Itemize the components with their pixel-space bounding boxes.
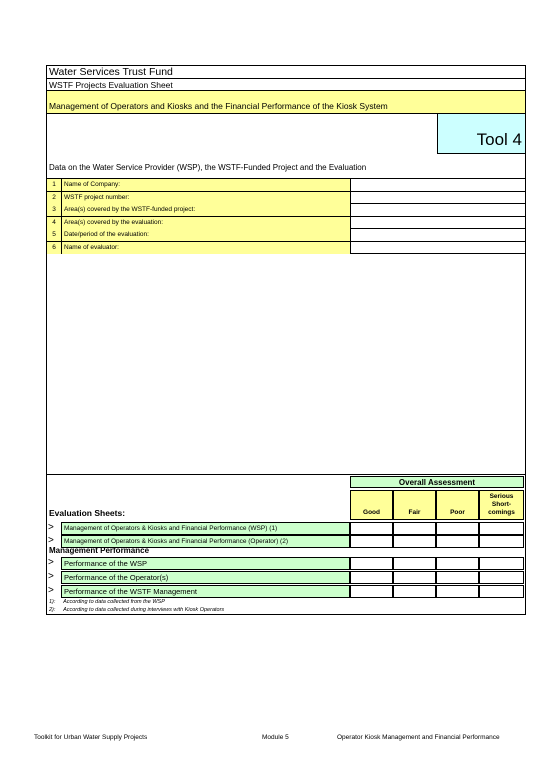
footnote (49, 607, 224, 613)
footer-right: Operator Kiosk Management and Financial Performance (337, 734, 500, 741)
tool-label: Tool 4 (437, 113, 525, 154)
project-number-field[interactable] (352, 192, 525, 204)
row-label: Area(s) covered by the WSTF-funded project: (62, 204, 351, 216)
rating-cell[interactable] (436, 535, 479, 548)
data-row (47, 242, 525, 255)
arrow-icon: > (48, 585, 54, 596)
rating-cell[interactable] (350, 557, 393, 570)
evaluation-sheets-title: Evaluation Sheets: (49, 508, 126, 518)
rating-cell[interactable] (436, 557, 479, 570)
divider (47, 474, 525, 475)
mgmt-label-wstf: Performance of the WSTF Management (61, 585, 350, 598)
row-label: Date/period of the evaluation: (62, 229, 351, 241)
row-number: 6 (47, 242, 62, 254)
data-row (47, 229, 525, 242)
footnote-mark: 2): (49, 607, 56, 613)
rating-cell[interactable] (479, 557, 524, 570)
rating-cell[interactable] (393, 571, 436, 584)
rating-cell[interactable] (436, 585, 479, 598)
mgmt-label-wsp: Performance of the WSP (61, 557, 350, 570)
row-label: Area(s) covered by the evaluation: (62, 217, 351, 229)
rating-cell[interactable] (479, 571, 524, 584)
row-number: 1 (47, 179, 62, 191)
evaluation-sheet (46, 65, 526, 615)
row-number: 4 (47, 217, 62, 229)
rating-cell[interactable] (393, 557, 436, 570)
data-table (47, 178, 525, 254)
evaluation-date-field[interactable] (352, 229, 525, 241)
evaluation-area-field[interactable] (352, 217, 525, 229)
rating-cell[interactable] (350, 585, 393, 598)
arrow-icon: > (48, 522, 54, 533)
sheet-link-wsp[interactable]: Management of Operators & Kiosks and Financial Performance (WSP) (1) (61, 522, 350, 535)
column-serious-shortcomings: Serious Short-comings (479, 490, 524, 520)
column-poor: Poor (436, 490, 479, 520)
rating-cell[interactable] (393, 535, 436, 548)
rating-cell[interactable] (393, 522, 436, 535)
row-label: Name of Company: (62, 179, 351, 191)
sheet-subtitle: WSTF Projects Evaluation Sheet (47, 79, 525, 91)
evaluation-sheet-row (47, 522, 525, 535)
data-heading: Data on the Water Service Provider (WSP), the WSTF-Funded Project and the Evaluation (49, 163, 367, 172)
arrow-icon: > (48, 571, 54, 582)
data-row (47, 204, 525, 217)
row-number: 3 (47, 204, 62, 216)
rating-cell[interactable] (436, 571, 479, 584)
footnote-text: According to data collected from the WSP (63, 599, 165, 605)
footnote (49, 599, 165, 605)
rating-cell[interactable] (350, 535, 393, 548)
rating-cell[interactable] (479, 535, 524, 548)
section-title: Management of Operators and Kiosks and the Financial Performance of the Kiosk System (47, 91, 525, 114)
overall-assessment-heading: Overall Assessment (350, 476, 524, 488)
rating-cell[interactable] (350, 522, 393, 535)
data-row (47, 217, 525, 230)
sheet-title: Water Services Trust Fund (47, 66, 525, 79)
footer-center: Module 5 (262, 734, 289, 741)
rating-cell[interactable] (350, 571, 393, 584)
data-row (47, 192, 525, 205)
rating-cell[interactable] (393, 585, 436, 598)
management-row (47, 585, 525, 598)
arrow-icon: > (48, 535, 54, 546)
row-number: 2 (47, 192, 62, 204)
arrow-icon: > (48, 557, 54, 568)
row-label: WSTF project number: (62, 192, 351, 204)
rating-cell[interactable] (436, 522, 479, 535)
management-row (47, 557, 525, 570)
footnote-mark: 1): (49, 599, 56, 605)
management-performance-title: Management Performance (49, 546, 150, 555)
management-row (47, 571, 525, 584)
rating-cell[interactable] (479, 585, 524, 598)
column-good: Good (350, 490, 393, 520)
footer-left: Toolkit for Urban Water Supply Projects (34, 734, 148, 741)
sheet-link-operator[interactable]: Management of Operators & Kiosks and Financial Performance (Operator) (2) (61, 535, 350, 548)
evaluator-name-field[interactable] (352, 242, 525, 254)
row-label: Name of evaluator: (62, 242, 351, 254)
row-number: 5 (47, 229, 62, 241)
data-row (47, 179, 525, 192)
rating-cell[interactable] (479, 522, 524, 535)
project-area-field[interactable] (352, 204, 525, 216)
footnote-text: According to data collected during interviews with Kiosk Operators (63, 607, 225, 613)
company-name-field[interactable] (352, 179, 525, 191)
column-fair: Fair (393, 490, 436, 520)
mgmt-label-operator: Performance of the Operator(s) (61, 571, 350, 584)
